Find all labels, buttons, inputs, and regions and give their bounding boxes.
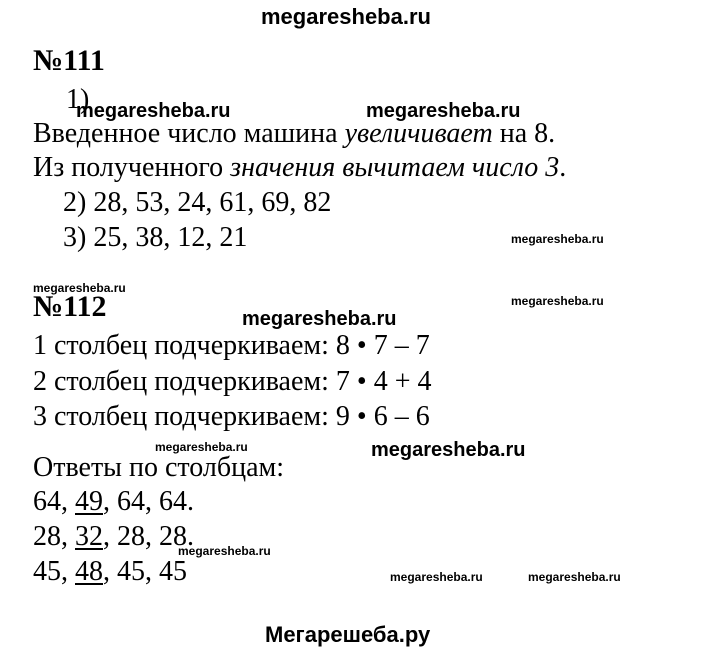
text: , 28, 28. xyxy=(103,521,194,552)
text: . xyxy=(559,152,567,183)
text: , 64, 64. xyxy=(103,486,194,517)
underlined-value: 32 xyxy=(75,521,103,552)
task111-line2 xyxy=(33,152,566,184)
task112-col2: 2 столбец подчеркиваем: 7 • 4 + 4 xyxy=(33,366,432,397)
text: 45, xyxy=(33,556,75,587)
watermark-bottom: Мегарешеба.ру xyxy=(265,622,431,647)
task112-col1: 1 столбец подчеркиваем: 8 • 7 – 7 xyxy=(33,330,430,361)
task-number-111: №111 xyxy=(33,44,105,77)
watermark-small: megaresheba.ru xyxy=(155,440,248,454)
text: 28, xyxy=(33,521,75,552)
watermark-top: megaresheba.ru xyxy=(261,4,431,29)
watermark: megaresheba.ru xyxy=(242,308,397,330)
watermark-small: megaresheba.ru xyxy=(528,570,621,584)
item-1-label: 1) xyxy=(66,84,90,115)
watermark-small: megaresheba.ru xyxy=(390,570,483,584)
underlined-value: 49 xyxy=(75,486,103,517)
answer-row xyxy=(33,556,187,588)
text: Введенное число машина xyxy=(33,118,345,149)
underlined-value: 48 xyxy=(75,556,103,587)
task111-line1 xyxy=(33,118,555,150)
watermark: megaresheba.ru xyxy=(366,100,521,122)
text: на 8. xyxy=(492,118,556,149)
answer-row xyxy=(33,486,194,518)
watermark-small: megaresheba.ru xyxy=(178,544,271,558)
text: 64, xyxy=(33,486,75,517)
italic-text: увеличивает xyxy=(344,118,493,149)
watermark: megaresheba.ru xyxy=(76,100,231,122)
task-number-112: №112 xyxy=(33,290,107,323)
watermark-small: megaresheba.ru xyxy=(33,281,126,295)
task112-col3: 3 столбец подчеркиваем: 9 • 6 – 6 xyxy=(33,401,430,432)
italic-text: значения вычитаем число 3 xyxy=(230,152,560,183)
text: Из полученного xyxy=(33,152,231,183)
text: , 45, 45 xyxy=(103,556,187,587)
answers-title: Ответы по столбцам: xyxy=(33,452,285,483)
task111-item3: 3) 25, 38, 12, 21 xyxy=(63,222,248,253)
watermark-small: megaresheba.ru xyxy=(511,294,604,308)
answer-row xyxy=(33,521,194,553)
watermark: megaresheba.ru xyxy=(371,439,526,461)
watermark-small: megaresheba.ru xyxy=(511,232,604,246)
task111-item2: 2) 28, 53, 24, 61, 69, 82 xyxy=(63,187,332,218)
